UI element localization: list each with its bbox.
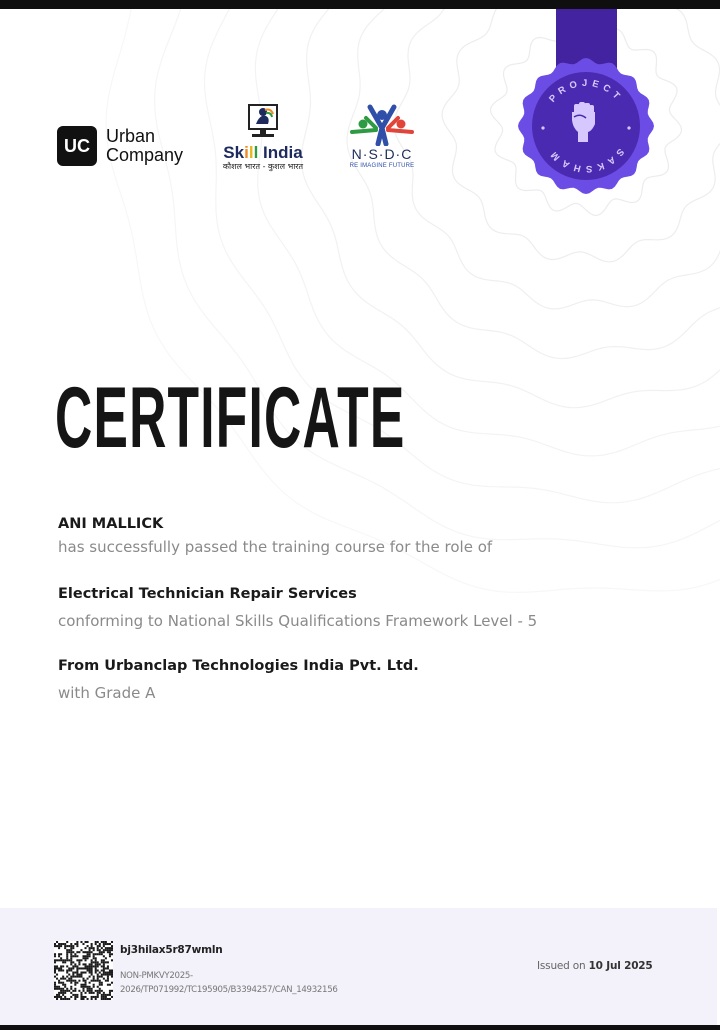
verification-qr-code[interactable]: [54, 941, 113, 1000]
issuing-organization: From Urbanclap Technologies India Pvt. Ltd.: [58, 658, 419, 674]
skill-title-i: i: [244, 143, 249, 162]
nsdc-title: N·S·D·C: [351, 146, 413, 162]
certificate-reference-line2: 2026/TP071992/TC195905/B3394257/CAN_14932156: [120, 985, 338, 995]
certificate-reference: [120, 969, 370, 997]
certificate-footer: [0, 908, 717, 1025]
skill-title-l1: l: [248, 143, 254, 162]
skill-india-logo: [220, 104, 306, 172]
job-role: Electrical Technician Repair Services: [58, 586, 357, 602]
passed-statement: has successfully passed the training course for the role of: [58, 538, 493, 556]
issue-date: [537, 960, 653, 972]
skill-title-suffix: India: [258, 143, 303, 162]
recipient-name: ANI MALLICK: [58, 516, 164, 532]
issued-date-value: 10 Jul 2025: [588, 960, 653, 972]
top-frame-bar: [0, 0, 720, 9]
bottom-frame-bar: [0, 1025, 720, 1030]
badge-top-text: PROJECT: [547, 77, 625, 105]
uc-mark: UC: [57, 126, 97, 166]
urban-company-logo: [57, 126, 183, 166]
skill-india-monitor-icon: [246, 104, 280, 142]
uc-line2: Company: [106, 145, 184, 165]
badge-bottom-text: SAKSHAM: [546, 145, 626, 175]
certificate-title: CERTIFICATE: [55, 370, 406, 466]
project-saksham-badge: [516, 0, 656, 200]
verification-code: bj3hilax5r87wmln: [120, 944, 223, 956]
issued-label: Issued on: [537, 960, 586, 972]
skill-title-prefix: Sk: [223, 143, 245, 162]
grade: with Grade A: [58, 684, 156, 702]
uc-line1: Urban: [106, 126, 156, 146]
skill-title-l2: l: [253, 143, 259, 162]
nsdc-logo: [341, 104, 423, 170]
certificate-reference-line1: NON-PMKVY2025-: [120, 971, 193, 981]
nsdc-people-icon: [350, 104, 414, 146]
nsqf-conformance: conforming to National Skills Qualifications Framework Level - 5: [58, 612, 538, 630]
nsdc-tagline: RE IMAGINE FUTURE: [349, 163, 415, 169]
skill-india-subtitle: कौशल भारत - कुशल भारत: [222, 162, 304, 171]
